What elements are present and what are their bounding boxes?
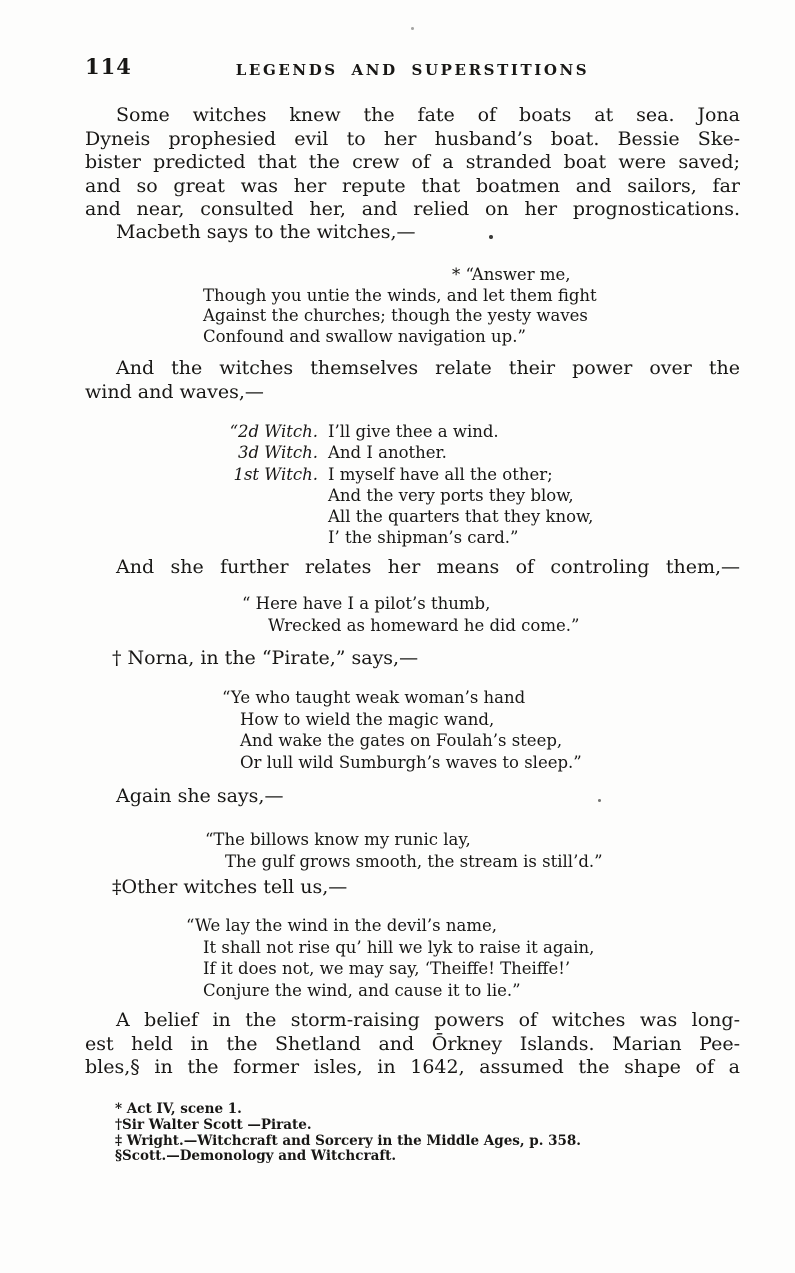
verse-line: “Ye who taught weak woman’s hand [222, 688, 526, 707]
verse-line: Though you untie the winds, and let them fight [203, 285, 597, 305]
text-line: A belief in the storm-raising powers of witches was long- [116, 1009, 740, 1031]
text-line: Dyneis prophesied evil to her husband’s boat. Bessie Ske- [85, 127, 740, 150]
speech-text: And the very ports they blow, [328, 485, 574, 505]
footnote-line: §Scott.—Demonology and Witchcraft. [115, 1148, 397, 1165]
text-line: bles,§ in the former isles, in 1642, assumed the shape of a [85, 1056, 740, 1079]
text-line: bister predicted that the crew of a stranded boat were saved; [85, 151, 740, 174]
verse-line: It shall not rise qu’ hill we lyk to raise it again, [203, 937, 595, 957]
verse-line: “The billows know my runic lay, [205, 830, 471, 849]
scan-speck [411, 27, 414, 30]
dialogue-row [222, 464, 593, 485]
verse-line: Wrecked as homeward he did come.” [268, 615, 580, 635]
text-line: and near, consulted her, and relied on her prognostications. [85, 198, 740, 221]
speech-text: All the quarters that they know, [328, 507, 594, 527]
speech-text: And I another. [328, 443, 447, 463]
speaker-label [222, 485, 318, 506]
text-line: Some witches knew the fate of boats at sea. Jona [116, 104, 740, 126]
macbeth-intro-line: Macbeth says to the witches,— [116, 221, 416, 243]
text-line: And the witches themselves relate their power over the [116, 357, 740, 379]
verse-line: And wake the gates on Foulah’s steep, [240, 731, 563, 750]
dialogue-row [222, 506, 593, 527]
speech-text: I myself have all the other; [328, 464, 553, 484]
dialogue-row [222, 421, 593, 442]
verse-line: How to wield the magic wand, [240, 709, 495, 729]
witch-dialogue-quote [222, 421, 593, 549]
speech-text: I’ll give thee a wind. [328, 422, 499, 441]
verse-line: * “Answer me, [452, 265, 571, 284]
verse-line: The gulf grows smooth, the stream is still’d.” [225, 851, 603, 871]
billows-quote [0, 829, 603, 872]
verse-line: If it does not, we may say, ‘Theiffe! Theiffe!’ [203, 959, 571, 978]
verse-line: Or lull wild Sumburgh’s waves to sleep.” [240, 752, 582, 772]
dialogue-row [222, 485, 593, 506]
again-intro-line: Again she says,— [116, 785, 284, 807]
paragraph-3 [85, 1009, 740, 1080]
footnotes-block [115, 1102, 581, 1165]
dialogue-row [222, 527, 593, 548]
footnote-line: ‡ Wright.—Witchcraft and Sorcery in the Middle Ages, p. 358. [115, 1132, 582, 1149]
speaker-label: 1st Witch. [233, 464, 318, 484]
paragraph-1 [85, 104, 740, 222]
speaker-label: 3d Witch. [238, 443, 318, 463]
verse-line: “ Here have I a pilot’s thumb, [242, 594, 491, 613]
speaker-label [222, 506, 318, 527]
text-line: And she further relates her means of controling them,— [116, 556, 740, 578]
verse-line: “We lay the wind in the devil’s name, [186, 916, 497, 935]
page-number: 114 [85, 54, 132, 79]
scan-speck [489, 235, 493, 239]
text-line: est held in the Shetland and Ōrkney Islands. Marian Pee- [85, 1032, 740, 1055]
footnote-line: * Act IV, scene 1. [115, 1101, 242, 1117]
verse-line: Confound and swallow navigation up.” [203, 326, 526, 346]
speech-text: I’ the shipman’s card.” [328, 528, 519, 548]
footnote-line: †Sir Walter Scott —Pirate. [115, 1116, 312, 1133]
lay-the-wind-quote [0, 915, 594, 1001]
text-line: and so great was her repute that boatmen and sailors, far [85, 174, 740, 197]
norna-intro-line: † Norna, in the “Pirate,” says,— [112, 647, 419, 669]
macbeth-quote [0, 265, 597, 347]
scan-speck [598, 799, 601, 802]
text-line: wind and waves,— [85, 380, 264, 403]
pilot-thumb-quote [0, 593, 579, 636]
norna-quote [0, 687, 582, 773]
speaker-label [222, 527, 318, 548]
paragraph-2 [85, 357, 740, 404]
dialogue-row [222, 442, 593, 463]
running-title: LEGENDS AND SUPERSTITIONS [235, 61, 590, 79]
controling-paragraph [85, 556, 740, 580]
speaker-label: “2d Witch. [229, 422, 318, 441]
other-witches-intro-line: ‡Other witches tell us,— [112, 876, 348, 898]
verse-line: Conjure the wind, and cause it to lie.” [203, 980, 521, 1000]
verse-line: Against the churches; though the yesty waves [203, 306, 588, 326]
